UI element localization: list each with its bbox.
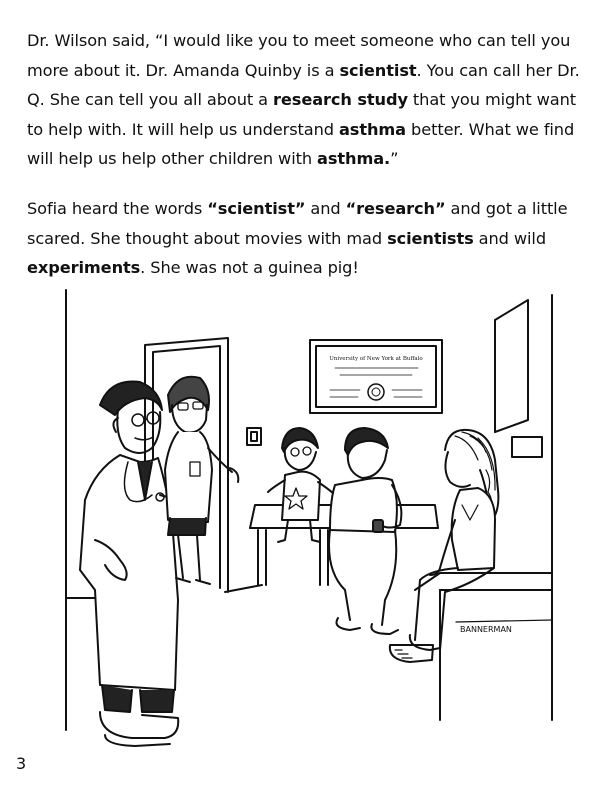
bold-term-asthma-2: asthma. — [317, 149, 391, 168]
bold-term-asthma: asthma — [338, 119, 406, 139]
bold-term-experiments: experiments — [27, 258, 141, 277]
paragraph-text — [27, 194, 592, 283]
text-run: . You can call her Dr. Q. She can tell you all about a — [27, 60, 580, 109]
text-run: better. What we find will help us help other children with — [27, 119, 575, 168]
bold-term-scientist-quoted: “scientist” — [207, 199, 306, 218]
light-switch — [247, 428, 261, 445]
exam-table — [415, 573, 552, 720]
text-run: Dr. Wilson said, “I would like you to meet someone who can tell you more about it. Dr. Amanda Quinby is a — [27, 31, 571, 80]
story-paragraph-2 — [27, 194, 592, 283]
text-run: ” — [390, 149, 399, 168]
clinic-waiting-room-illustration — [0, 285, 612, 755]
text-run: and wild — [473, 228, 546, 248]
text-run: and got a little scared. She thought about movies with mad — [27, 199, 568, 248]
text-run: and — [305, 199, 346, 218]
text-run: that you might want to help with. It will help us understand — [27, 90, 577, 139]
small-boy — [268, 428, 335, 542]
story-paragraph-1 — [27, 26, 592, 174]
bold-term-research-study: research study — [273, 90, 408, 109]
wall-fixture — [512, 437, 542, 457]
bold-term-research-quoted: “research” — [345, 199, 446, 218]
diploma-frame — [310, 340, 442, 413]
paragraph-text — [27, 26, 592, 174]
bold-term-scientists: scientists — [387, 228, 474, 248]
signature-text: BANNERMAN — [460, 625, 512, 634]
wall-screen — [495, 300, 528, 432]
text-run: Sofia heard the words — [27, 199, 208, 218]
page-number: 3 — [16, 754, 27, 773]
bold-term-scientist: scientist — [339, 60, 417, 80]
seated-father — [329, 428, 401, 634]
artist-signature — [456, 620, 552, 634]
text-run: . She was not a guinea pig! — [140, 258, 359, 277]
diploma-text: University of New York at Buffalo — [329, 356, 423, 362]
